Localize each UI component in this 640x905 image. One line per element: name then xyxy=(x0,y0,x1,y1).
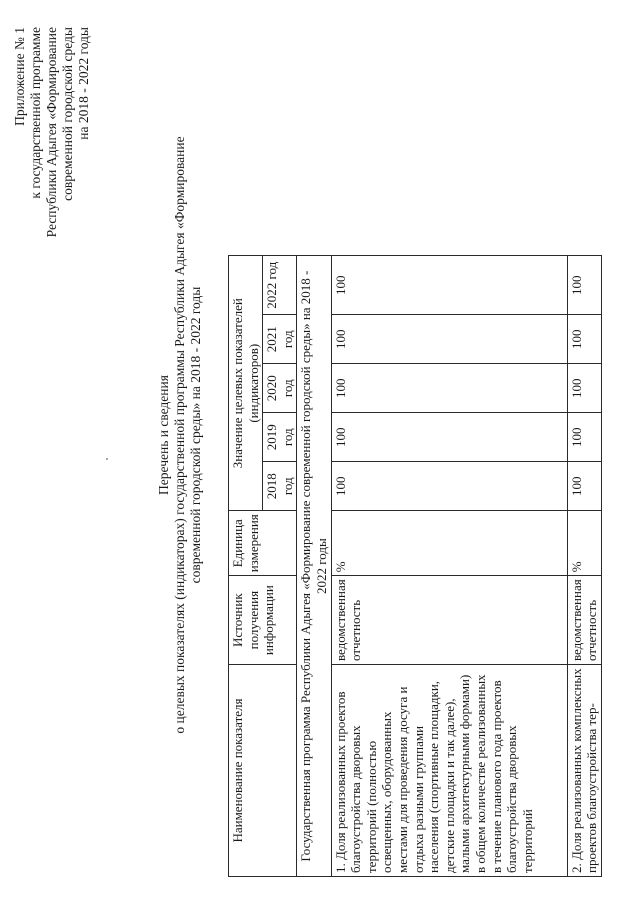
header-year: 2021 год xyxy=(263,315,297,364)
heading-line: современной городской среды» на 2018 - 2022 годы xyxy=(188,286,203,584)
indicator-name-cell: 2. Доля реализованных комплексных проектов благоустройства тер- xyxy=(567,665,601,877)
program-row xyxy=(297,256,331,877)
value-cell: 100 xyxy=(567,413,601,462)
appendix-line: на 2018 - 2022 годы xyxy=(76,27,91,140)
header-indicator-name: Наименование показателя xyxy=(229,665,297,877)
value-cell: 100 xyxy=(331,256,567,315)
unit-cell: % xyxy=(567,511,601,576)
heading-line: Перечень и сведения xyxy=(156,375,171,495)
header-year: 2019 год xyxy=(263,413,297,462)
appendix-line: к государственной программе xyxy=(28,27,43,199)
value-cell: 100 xyxy=(331,315,567,364)
unit-cell: % xyxy=(331,511,567,576)
header-unit: Единица измерения xyxy=(229,511,297,576)
table-row xyxy=(331,256,567,877)
indicators-table xyxy=(228,255,602,877)
table-row xyxy=(567,256,601,877)
appendix-line: современной городской среды xyxy=(60,27,75,201)
source-cell: ведомственная отчетность xyxy=(567,576,601,665)
indicator-name-cell: 1. Доля реализованных проектов благоустройства дворовых территорий (полностью освещенных, оборудованных местами для проведения досуга и отдыха разными группами населения (спортивные площадки, детские площадки и так далее), малыми архитектурными формами) в общем количестве реализованных в течение планового года проектов благоустройства дворовых территорий xyxy=(331,665,567,877)
header-year: 2018 год xyxy=(263,462,297,511)
document-heading xyxy=(156,5,204,865)
value-cell: 100 xyxy=(567,256,601,315)
header-year: 2020 год xyxy=(263,364,297,413)
value-cell: 100 xyxy=(567,364,601,413)
value-cell: 100 xyxy=(567,315,601,364)
header-source: Источник получения информации xyxy=(229,576,297,665)
value-cell: 100 xyxy=(331,364,567,413)
appendix-header xyxy=(12,27,92,347)
appendix-line: Республики Адыгея «Формирование xyxy=(44,27,59,238)
source-cell: ведомственная отчетность xyxy=(331,576,567,665)
value-cell: 100 xyxy=(331,462,567,511)
header-year: 2022 год xyxy=(263,256,297,315)
value-cell: 100 xyxy=(331,413,567,462)
program-title-cell: Государственная программа Республики Адыгея «Формирование современной городской среды» на 2018 - 2022 годы xyxy=(297,256,331,877)
table-header-row xyxy=(229,256,263,877)
scan-speck xyxy=(106,458,108,460)
header-values-group: Значение целевых показателей (индикаторов) xyxy=(229,256,263,511)
value-cell: 100 xyxy=(567,462,601,511)
heading-line: о целевых показателях (индикаторах) государственной программы Республики Адыгея «Формирование xyxy=(172,136,187,734)
appendix-line: Приложение № 1 xyxy=(12,27,27,126)
